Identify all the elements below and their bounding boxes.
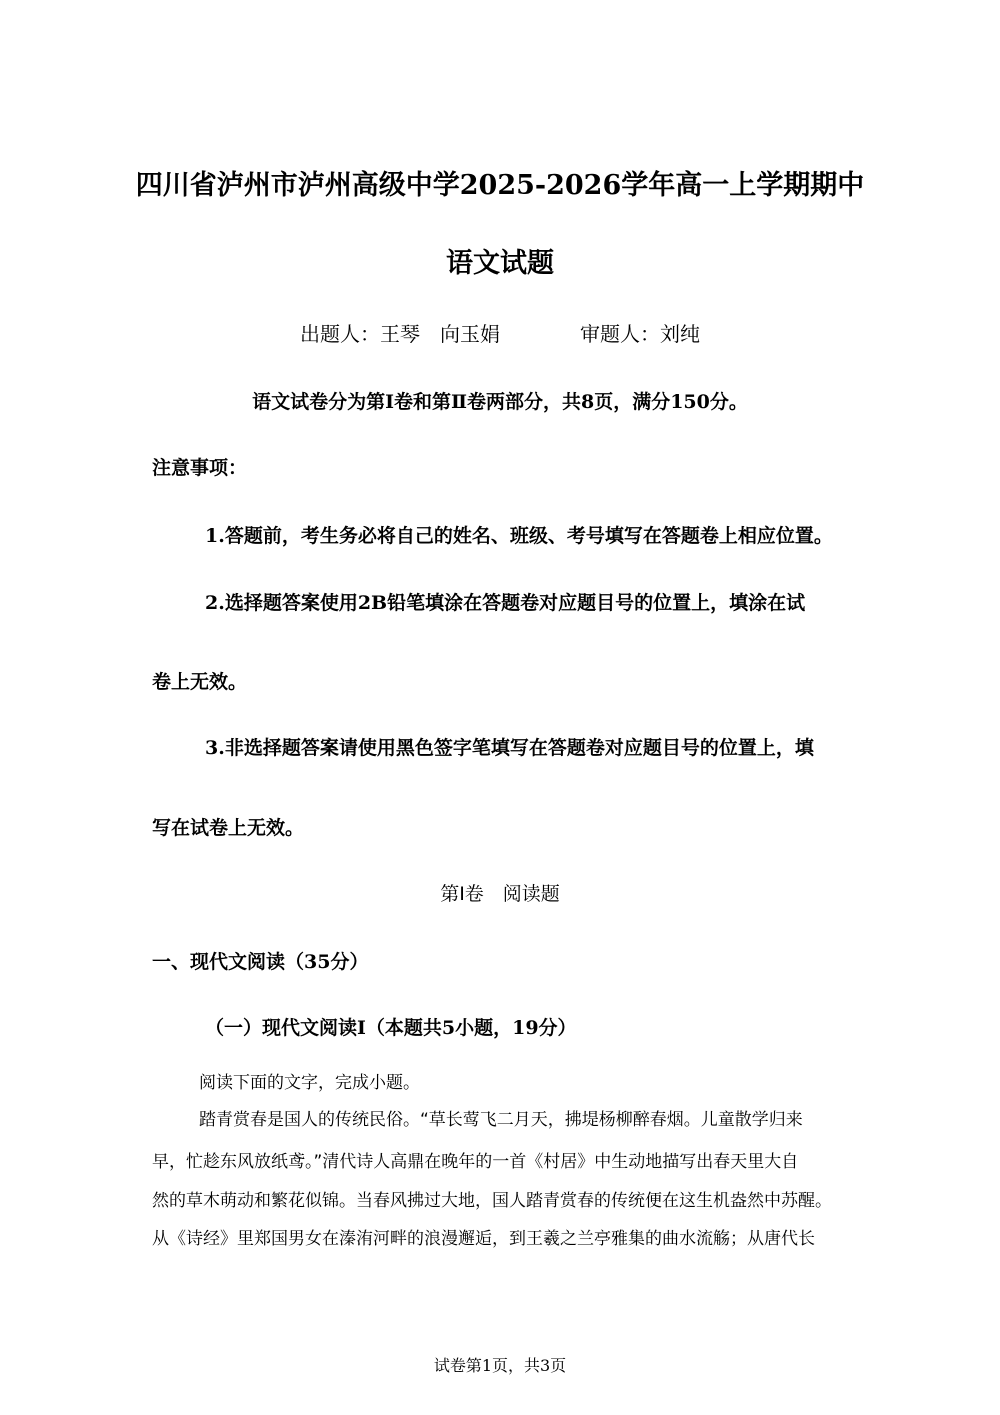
notice-item-2-line2: 卷上无效。 <box>152 671 248 693</box>
subsection-heading: （一）现代文阅读Ⅰ（本题共5小题，19分） <box>205 1017 577 1039</box>
notice-item-1: 1.答题前，考生务必将自己的姓名、班级、考号填写在答题卷上相应位置。 <box>205 525 833 547</box>
volume-heading: 第Ⅰ卷 阅读题 <box>440 883 560 905</box>
passage-line: 踏青赏春是国人的传统民俗。“草长莺飞二月天，拂堤杨柳醉春烟。儿童散学归来 <box>199 1110 803 1130</box>
passage-line: 从《诗经》里郑国男女在溱洧河畔的浪漫邂逅，到王羲之兰亭雅集的曲水流觞；从唐代长 <box>152 1229 815 1249</box>
setter-label: 出题人：王琴 向玉娟 <box>300 322 500 346</box>
page-footer: 试卷第1页，共3页 <box>433 1356 567 1375</box>
passage-instruction: 阅读下面的文字，完成小题。 <box>199 1073 420 1093</box>
reviewer-label: 审题人：刘纯 <box>580 322 700 346</box>
notice-item-3-line1: 3.非选择题答案请使用黑色签字笔填写在答题卷对应题目号的位置上，填 <box>205 737 814 759</box>
notice-heading: 注意事项： <box>152 457 248 479</box>
notice-item-2-line1: 2.选择题答案使用2B铅笔填涂在答题卷对应题目号的位置上，填涂在试 <box>205 592 806 614</box>
section-heading: 一、现代文阅读（35分） <box>152 951 369 973</box>
exam-title-line2: 语文试题 <box>446 248 554 279</box>
passage-line: 然的草木萌动和繁花似锦。当春风拂过大地，国人踏青赏春的传统便在这生机盎然中苏醒。 <box>152 1191 832 1211</box>
exam-title-line1: 四川省泸州市泸州高级中学2025-2026学年高一上学期期中 <box>135 170 865 201</box>
notice-item-3-line2: 写在试卷上无效。 <box>152 817 305 839</box>
passage-line: 早，忙趁东风放纸鸢。”清代诗人高鼎在晚年的一首《村居》中生动地描写出春天里大自 <box>152 1152 799 1172</box>
authors-line <box>0 324 1000 344</box>
exam-intro: 语文试卷分为第Ⅰ卷和第Ⅱ卷两部分，共8页，满分150分。 <box>252 391 748 413</box>
